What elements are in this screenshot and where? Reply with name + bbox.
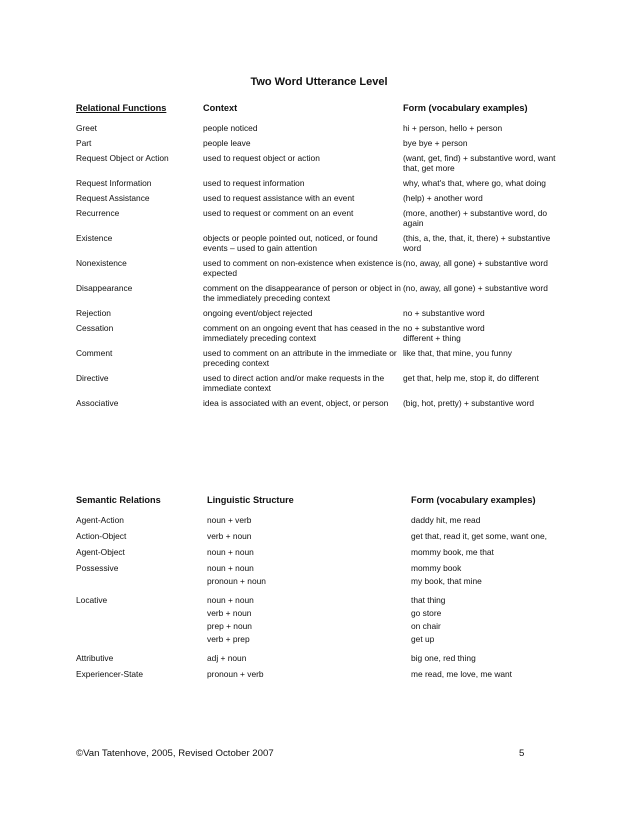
table-cell: Rejection (76, 308, 111, 318)
table-row (76, 669, 568, 685)
table-cell: (want, get, find) + substantive word, want that, get more (403, 153, 556, 173)
cell-line: go store (411, 608, 442, 618)
table-row (76, 138, 568, 153)
table-cell: comment on the disappearance of person or object in the immediately preceding context (203, 283, 401, 303)
table-row (76, 233, 568, 258)
relational-functions-table (76, 103, 568, 413)
table-row (76, 563, 568, 595)
table-row (76, 178, 568, 193)
cell-line: no + substantive word (403, 323, 485, 333)
table-cell: Recurrence (76, 208, 120, 218)
table-cell (403, 323, 568, 348)
table-cell: used to request or comment on an event (203, 208, 354, 218)
column-header: Linguistic Structure (207, 495, 294, 505)
footer-copyright: ©Van Tatenhove, 2005, Revised October 2007 (76, 748, 274, 759)
table-cell: people noticed (203, 123, 258, 133)
table-cell: big one, red thing (411, 653, 476, 663)
column-header: Context (203, 103, 238, 113)
table-cell: (help) + another word (403, 193, 483, 203)
table-header-row (76, 495, 568, 515)
table-cell: noun + verb (207, 515, 252, 525)
table-cell: no + substantive word (403, 308, 485, 318)
table-cell: Greet (76, 123, 97, 133)
column-header: Form (vocabulary examples) (403, 103, 528, 113)
table-cell: noun + noun (207, 547, 254, 557)
table-cell: used to request object or action (203, 153, 320, 163)
cell-line: different + thing (403, 333, 461, 343)
table-cell: Request Information (76, 178, 152, 188)
table-row (76, 398, 568, 413)
table-cell: (this, a, the, that, it, there) + substantive word (403, 233, 551, 253)
table-cell: Request Object or Action (76, 153, 169, 163)
semantic-relations-table (76, 495, 568, 685)
table-cell: (more, another) + substantive word, do again (403, 208, 548, 228)
table-row (76, 348, 568, 373)
table-cell: ongoing event/object rejected (203, 308, 313, 318)
table-cell: used to direct action and/or make requests in the immediate context (203, 373, 385, 393)
table-cell: Agent-Action (76, 515, 124, 525)
table-cell: Disappearance (76, 283, 133, 293)
cell-line: verb + noun (207, 608, 252, 618)
table-cell: like that, that mine, you funny (403, 348, 512, 358)
table-cell (207, 595, 411, 653)
column-header: Form (vocabulary examples) (411, 495, 536, 505)
table-cell: adj + noun (207, 653, 247, 663)
table-header-row (76, 103, 568, 123)
table-cell: used to comment on an attribute in the immediate or preceding context (203, 348, 397, 368)
table-cell: idea is associated with an event, object, or person (203, 398, 389, 408)
cell-line: my book, that mine (411, 576, 482, 586)
table-cell: (no, away, all gone) + substantive word (403, 283, 548, 293)
cell-line: that thing (411, 595, 446, 605)
table-cell (203, 233, 403, 258)
table-row (76, 208, 568, 233)
table-row (76, 373, 568, 398)
cell-line: verb + prep (207, 634, 250, 644)
table-cell: Cessation (76, 323, 114, 333)
table-cell: Nonexistence (76, 258, 127, 268)
table-cell (207, 563, 411, 595)
table-cell: Associative (76, 398, 119, 408)
table-cell: Part (76, 138, 92, 148)
cell-line: prep + noun (207, 621, 252, 631)
table-cell: used to request assistance with an event (203, 193, 355, 203)
cell-line: events – used to gain attention (203, 243, 318, 253)
table-row (76, 323, 568, 348)
table-cell: Experiencer-State (76, 669, 144, 679)
table-cell: used to request information (203, 178, 305, 188)
table-cell: why, what's that, where go, what doing (403, 178, 546, 188)
cell-line: pronoun + noun (207, 576, 266, 586)
page-number: 5 (519, 748, 525, 759)
cell-line: noun + noun (207, 595, 254, 605)
table-cell: Attributive (76, 653, 114, 663)
table-cell: Action-Object (76, 531, 127, 541)
table-cell: Agent-Object (76, 547, 125, 557)
table-row (76, 258, 568, 283)
table-cell: Locative (76, 595, 108, 605)
page-title: Two Word Utterance Level (250, 76, 388, 88)
cell-line: objects or people pointed out, noticed, or found (203, 233, 378, 243)
table-cell: comment on an ongoing event that has ceased in the immediately preceding context (203, 323, 400, 343)
cell-line: mommy book (411, 563, 462, 573)
table-cell: used to comment on non-existence when existence is expected (203, 258, 402, 278)
table-row (76, 308, 568, 323)
table-row (76, 531, 568, 547)
table-cell: pronoun + verb (207, 669, 264, 679)
table-cell: Comment (76, 348, 113, 358)
table-row (76, 515, 568, 531)
table-cell: Request Assistance (76, 193, 150, 203)
table-cell: get that, help me, stop it, do different (403, 373, 539, 383)
table-cell: mommy book, me that (411, 547, 494, 557)
table-cell: Possessive (76, 563, 119, 573)
table-cell: hi + person, hello + person (403, 123, 503, 133)
column-header: Semantic Relations (76, 495, 161, 505)
table-cell: (big, hot, pretty) + substantive word (403, 398, 535, 408)
cell-line: noun + noun (207, 563, 254, 573)
table-cell: people leave (203, 138, 251, 148)
table-cell: me read, me love, me want (411, 669, 513, 679)
table-cell: verb + noun (207, 531, 252, 541)
table-cell (411, 595, 568, 653)
table-cell: Directive (76, 373, 109, 383)
table-row (76, 653, 568, 669)
column-header: Relational Functions (76, 103, 167, 113)
table-cell: daddy hit, me read (411, 515, 481, 525)
table-cell: (no, away, all gone) + substantive word (403, 258, 548, 268)
table-row (76, 283, 568, 308)
cell-line: get up (411, 634, 435, 644)
table-row (76, 123, 568, 138)
cell-line: on chair (411, 621, 441, 631)
table-cell: get that, read it, get some, want one, (411, 531, 547, 541)
table-row (76, 547, 568, 563)
table-row (76, 595, 568, 653)
table-cell: Existence (76, 233, 113, 243)
table-row (76, 153, 568, 178)
table-cell (411, 563, 568, 595)
table-cell: bye bye + person (403, 138, 468, 148)
table-row (76, 193, 568, 208)
